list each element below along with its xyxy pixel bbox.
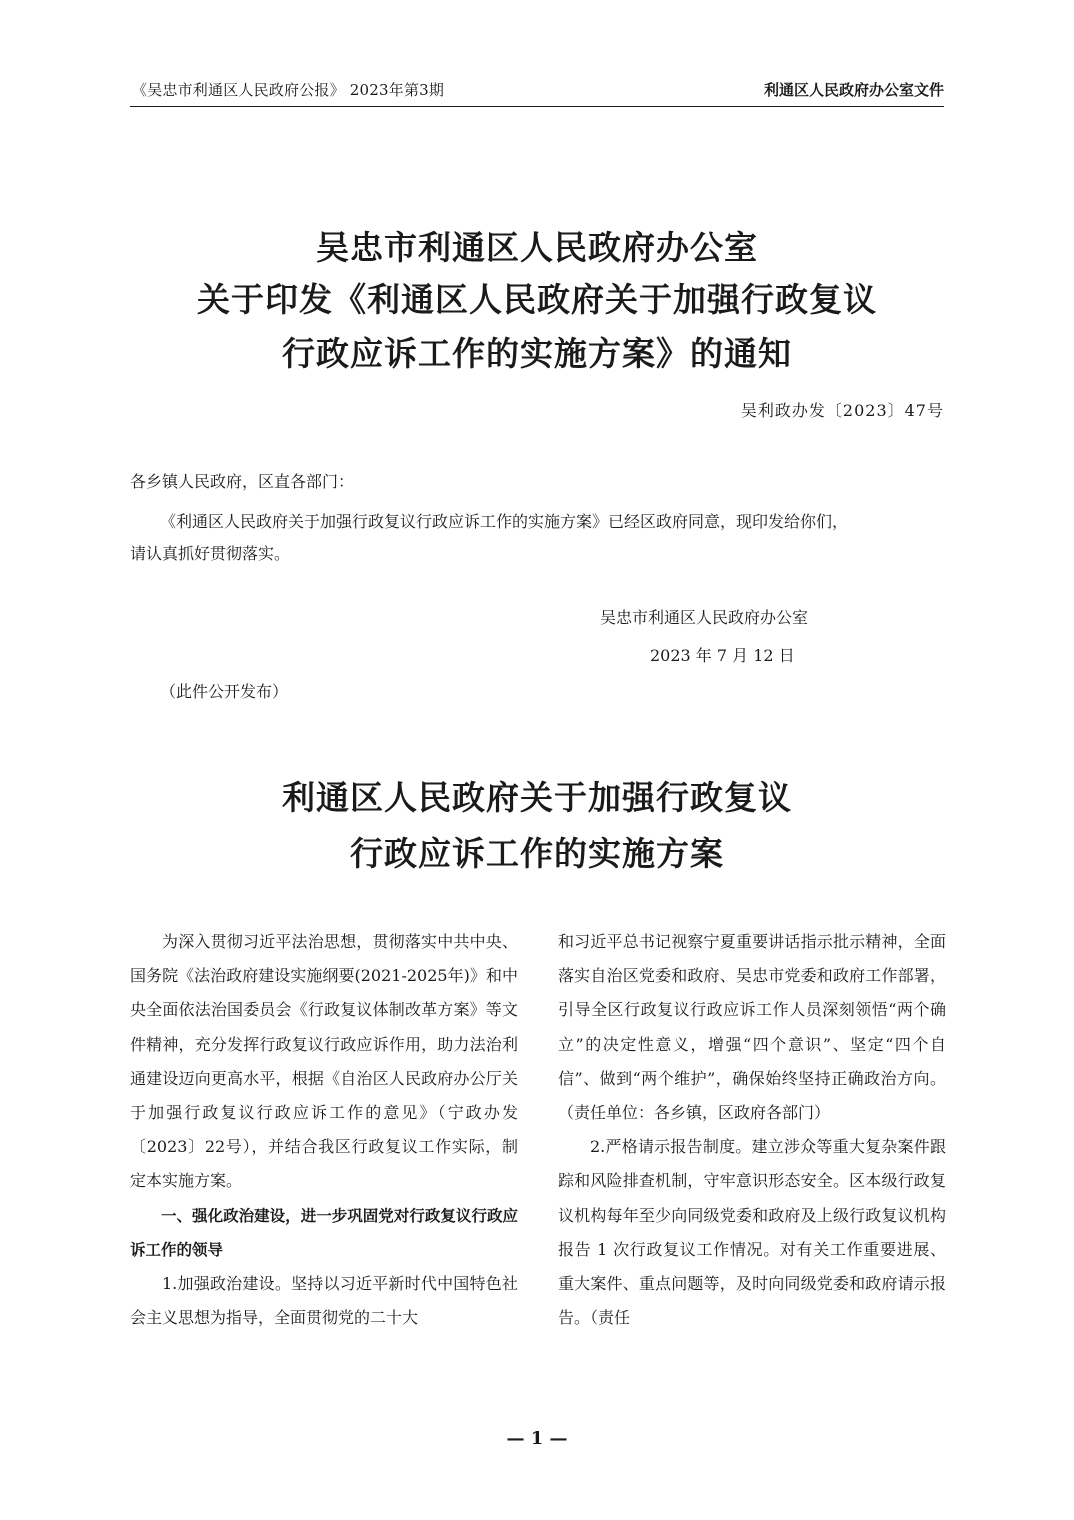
- left-column: [130, 925, 518, 1335]
- signer: 吴忠市利通区人民政府办公室: [600, 608, 809, 627]
- page-header: [130, 80, 944, 107]
- disclosure-note: （此件公开发布）: [160, 682, 289, 701]
- item-1-paragraph-start: 1.加强政治建设。坚持以习近平新时代中国特色社会主义思想为指导，全面贯彻党的二十大: [130, 1274, 518, 1328]
- document-number: 吴利政办发〔2023〕47号: [740, 401, 944, 420]
- document-type: 利通区人民政府办公室文件: [763, 81, 944, 99]
- page-number: — 1 —: [506, 1428, 568, 1449]
- issue-date: 2023 年 7 月 12 日: [650, 646, 795, 665]
- recipients: 各乡镇人民政府，区直各部门：: [130, 472, 355, 491]
- item-2-paragraph: 2.严格请示报告制度。建立涉众等重大复杂案件跟踪和风险排查机制，守牢意识形态安全。区本级行政复议机构每年至少向同级党委和政府及上级行政复议机构报告 1 次行政复议工作情况。对有关工作重要进展、重大案件、重点问题等，及时向同级党委和政府请示报告。（责任: [558, 1137, 946, 1328]
- plan-title-line-1: 利通区人民政府关于加强行政复议: [282, 778, 792, 817]
- notice-title-line-3: 行政应诉工作的实施方案》的通知: [282, 334, 792, 373]
- notice-title-line-2: 关于印发《利通区人民政府关于加强行政复议: [197, 280, 877, 319]
- notice-body-line-1: 《利通区人民政府关于加强行政复议行政应诉工作的实施方案》已经区政府同意，现印发给你们，: [160, 512, 849, 531]
- section-1-heading: 一、强化政治建设，进一步巩固党对行政复议行政应诉工作的领导: [130, 1206, 518, 1259]
- intro-paragraph: 为深入贯彻习近平法治思想，贯彻落实中共中央、国务院《法治政府建设实施纲要(2021-2025年)》和中央全面依法治国委员会《行政复议体制改革方案》等文件精神，充分发挥行政复议行政应诉作用，助力法治利通建设迈向更高水平，根据《自治区人民政府办公厅关于加强行政复议行政应诉工作的意见》（宁政办发〔2023〕22号），并结合我区行政复议工作实际，制定本实施方案。: [130, 932, 518, 1191]
- notice-title-line-1: 吴忠市利通区人民政府办公室: [316, 228, 758, 267]
- publication-name: 《吴忠市利通区人民政府公报》 2023年第3期: [132, 81, 445, 99]
- notice-body-line-2: 请认真抓好贯彻落实。: [130, 544, 291, 563]
- item-1-paragraph-continued: 和习近平总书记视察宁夏重要讲话指示批示精神，全面落实自治区党委和政府、吴忠市党委和政府工作部署，引导全区行政复议行政应诉工作人员深刻领悟“两个确立”的决定性意义，增强“四个意识”、坚定“四个自信”、做到“两个维护”，确保始终坚持正确政治方向。（责任单位：各乡镇，区政府各部门）: [558, 932, 946, 1123]
- plan-title-line-2: 行政应诉工作的实施方案: [350, 834, 724, 873]
- right-column: [558, 925, 946, 1335]
